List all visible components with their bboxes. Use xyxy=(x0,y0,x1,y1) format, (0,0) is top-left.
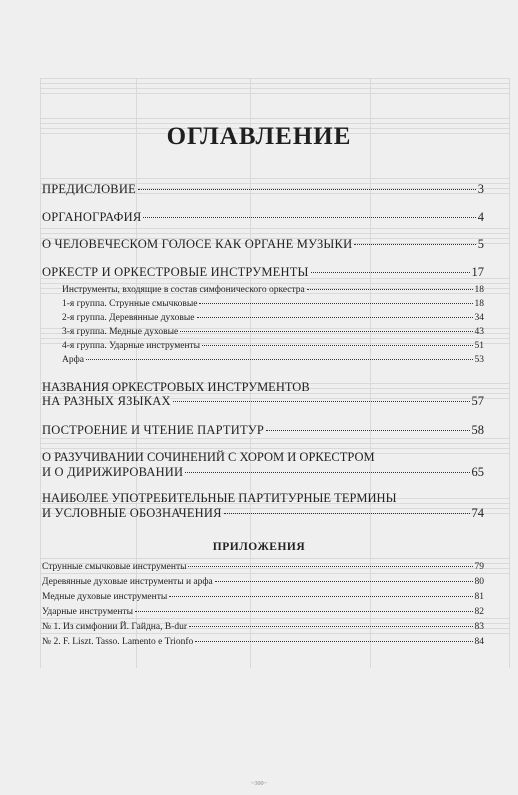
toc-subentry-title: Арфа xyxy=(62,355,84,365)
toc-entry-title: О ЧЕЛОВЕЧЕСКОМ ГОЛОСЕ КАК ОРГАНЕ МУЗЫКИ xyxy=(42,237,353,251)
appendix-entry[interactable] xyxy=(42,592,484,603)
toc-entry-page: 5 xyxy=(477,237,484,251)
dot-leader xyxy=(202,345,472,346)
dot-leader xyxy=(311,272,470,273)
appendix-entry-page: 82 xyxy=(474,607,484,617)
toc-subentry-title: 4-я группа. Ударные инструменты xyxy=(62,341,201,351)
appendix-entry-page: 79 xyxy=(474,562,484,572)
dot-leader xyxy=(354,244,475,245)
dot-leader xyxy=(188,566,472,567)
appendix-entry[interactable] xyxy=(42,562,484,573)
toc-subentry-title: 3-я группа. Медные духовые xyxy=(62,327,179,337)
dot-leader xyxy=(143,217,475,218)
toc-entry[interactable] xyxy=(42,394,484,408)
appendix-entry-title: Медные духовые инструменты xyxy=(42,592,168,602)
dot-leader xyxy=(266,430,470,431)
toc-entry-page: 3 xyxy=(477,182,484,196)
dot-leader xyxy=(180,331,472,332)
toc-subentry-title: 1-я группа. Струнные смычковые xyxy=(62,299,198,309)
toc-subentry[interactable] xyxy=(62,327,484,338)
dot-leader xyxy=(195,641,472,642)
appendix-entry-title: № 1. Из симфонии Й. Гайдна, B-dur xyxy=(42,622,187,632)
appendix-heading: ПРИЛОЖЕНИЯ xyxy=(212,541,306,553)
toc-entry[interactable] xyxy=(42,182,484,196)
toc-entry[interactable] xyxy=(42,210,484,224)
dot-leader xyxy=(189,626,473,627)
toc-subentry[interactable] xyxy=(62,341,484,352)
toc-entry-title: ПОСТРОЕНИЕ И ЧТЕНИЕ ПАРТИТУР xyxy=(42,423,264,437)
appendix-entry[interactable] xyxy=(42,637,484,648)
appendix-entry-title: Ударные инструменты xyxy=(42,607,134,617)
dot-leader xyxy=(135,611,472,612)
toc-entry-page: 74 xyxy=(471,506,484,520)
toc-entry-title: ОРГАНОГРАФИЯ xyxy=(42,210,142,224)
toc-subentry-page: 43 xyxy=(474,327,484,337)
appendix-entry-title: Струнные смычковые инструменты xyxy=(42,562,187,572)
appendix-entry[interactable] xyxy=(42,577,484,588)
toc-entry-title: И О ДИРИЖИРОВАНИИ xyxy=(42,465,184,479)
toc-entry-page: 57 xyxy=(471,394,484,408)
toc-entry[interactable] xyxy=(42,265,484,279)
appendix-entry[interactable] xyxy=(42,622,484,633)
toc-entry-title: ПРЕДИСЛОВИЕ xyxy=(42,182,136,196)
dot-leader xyxy=(197,317,473,318)
toc-entry-title: И УСЛОВНЫЕ ОБОЗНАЧЕНИЯ xyxy=(42,506,222,520)
toc-subentry[interactable] xyxy=(62,355,484,366)
toc-entry[interactable] xyxy=(42,506,484,520)
toc-entry-title: НА РАЗНЫХ ЯЗЫКАХ xyxy=(42,394,171,408)
appendix-entry-page: 81 xyxy=(474,592,484,602)
toc-entry[interactable] xyxy=(42,237,484,251)
dot-leader xyxy=(86,359,473,360)
appendix-entry-title: № 2. F. Liszt. Tasso. Lamento e Trionfo xyxy=(42,637,194,647)
toc-entry-page: 17 xyxy=(471,265,484,279)
toc-entry[interactable] xyxy=(42,423,484,437)
toc-subentry-title: Инструменты, входящие в состав симфонического оркестра xyxy=(62,285,305,295)
dot-leader xyxy=(169,596,472,597)
toc-entry-title: ОРКЕСТР И ОРКЕСТРОВЫЕ ИНСТРУМЕНТЫ xyxy=(42,265,309,279)
toc-entry-page: 4 xyxy=(477,210,484,224)
toc-subentry[interactable] xyxy=(62,285,484,296)
toc-entry-page: 65 xyxy=(471,465,484,479)
dot-leader xyxy=(215,581,473,582)
appendix-entry-title: Деревянные духовые инструменты и арфа xyxy=(42,577,213,587)
toc-subentry-page: 53 xyxy=(474,355,484,365)
toc-entry[interactable] xyxy=(42,465,484,479)
toc-subentry[interactable] xyxy=(62,313,484,324)
toc-subentry-title: 2-я группа. Деревянные духовые xyxy=(62,313,195,323)
dot-leader xyxy=(199,303,472,304)
toc-subentry-page: 18 xyxy=(474,285,484,295)
appendix-entry[interactable] xyxy=(42,607,484,618)
dot-leader xyxy=(173,401,470,402)
dot-leader xyxy=(224,513,470,514)
appendix-entry-page: 80 xyxy=(474,577,484,587)
page-footer-mark: ~300~ xyxy=(251,781,267,787)
appendix-entry-page: 83 xyxy=(474,622,484,632)
toc-entry-line1: НАИБОЛЕЕ УПОТРЕБИТЕЛЬНЫЕ ПАРТИТУРНЫЕ ТЕРМИНЫ xyxy=(42,491,397,505)
toc-subentry-page: 51 xyxy=(474,341,484,351)
toc-entry-line1: НАЗВАНИЯ ОРКЕСТРОВЫХ ИНСТРУМЕНТОВ xyxy=(42,380,310,394)
dot-leader xyxy=(138,189,476,190)
toc-subentry-page: 18 xyxy=(474,299,484,309)
toc-subentry[interactable] xyxy=(62,299,484,310)
toc-entry-line1: О РАЗУЧИВАНИИ СОЧИНЕНИЙ С ХОРОМ И ОРКЕСТРОМ xyxy=(42,450,375,464)
toc-subentry-page: 34 xyxy=(474,313,484,323)
toc-entry-page: 58 xyxy=(471,423,484,437)
page-title: ОГЛАВЛЕНИЕ xyxy=(166,123,352,150)
dot-leader xyxy=(185,472,469,473)
appendix-entry-page: 84 xyxy=(474,637,484,647)
dot-leader xyxy=(307,289,473,290)
